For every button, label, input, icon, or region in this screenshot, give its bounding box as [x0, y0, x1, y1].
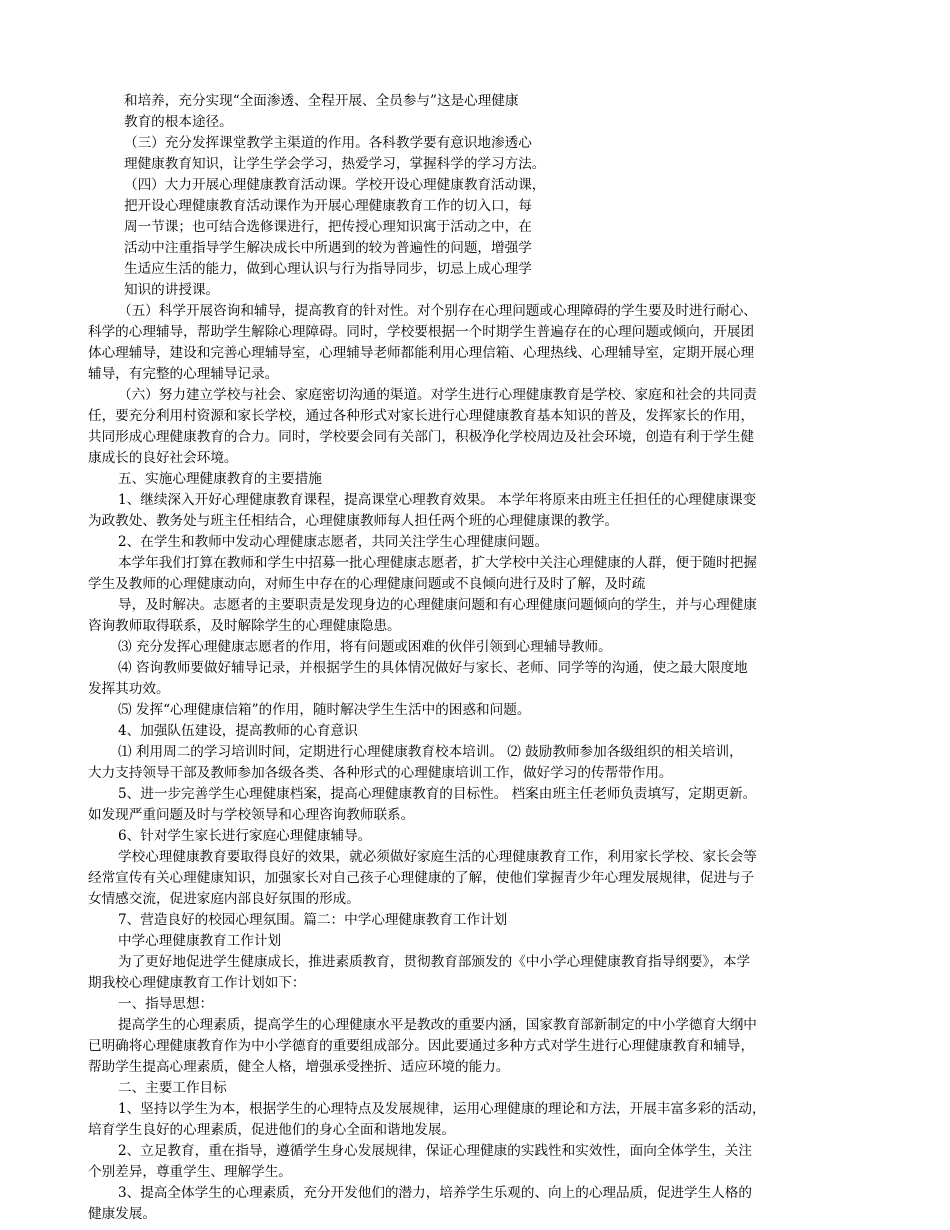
- text-line-2: 教育的根本途径。: [124, 114, 233, 130]
- text-line-35: 如发现严重问题及时与学校领导和心理咨询教师联系。: [88, 807, 415, 823]
- text-line-42: 为了更好地促进学生健康成长，推进素质教育，贯彻教育部颁发的《中小学心理健康教育指导纲要》，本学: [118, 954, 751, 970]
- text-line-37: 学校心理健康教育要取得良好的效果，就必须做好家庭生活的心理健康教育工作，利用家长学校、家长会等: [118, 849, 757, 865]
- document-title: 中学心理健康教育工作计划: [118, 933, 282, 949]
- text-line-43: 期我校心理健康教育工作计划如下：: [88, 975, 306, 991]
- text-line-32: ⑴ 利用周二的学习培训时间，定期进行心理健康教育校本培训。 ⑵ 鼓励教师参加各级组织的相关培训，: [118, 744, 743, 760]
- text-line-51: 2、立足教育，重在指导，遵循学生身心发展规律，保证心理健康的实践性和实效性，面向全体学生，关注: [118, 1143, 752, 1159]
- text-line-8: 活动中注重指导学生解决成长中所遇到的较为普遍性的问题，增强学: [124, 240, 532, 256]
- text-line-5: （四）大力开展心理健康教育活动课。学校开设心理健康教育活动课，: [124, 177, 546, 193]
- text-line-9: 生适应生活的能力，做到心理认识与行为指导同步，切忌上成心理学: [124, 261, 532, 277]
- text-line-45: 提高学生的心理素质，提高学生的心理健康水平是教改的重要内涵，国家教育部新制定的中小学德育大纲中: [118, 1017, 757, 1033]
- text-line-26: 咨询教师取得联系，及时解除学生的心理健康隐患。: [88, 618, 401, 634]
- text-line-14: 辅导，有完整的心理辅导记录。: [88, 366, 279, 382]
- text-line-49: 1、坚持以学生为本，根据学生的心理特点及发展规律，运用心理健康的理论和方法，开展丰富多彩的活动，: [118, 1101, 766, 1117]
- text-line-17: 共同形成心理健康教育的合力。同时，学校要会同有关部门，积极净化学校周边及社会环境，创造有利于学生健: [88, 429, 755, 445]
- text-line-10: 知识的讲授课。: [124, 282, 220, 298]
- text-line-46: 已明确将心理健康教育作为中小学德育的重要组成部分。因此要通过多种方式对学生进行心理健康教育和辅导，: [88, 1038, 755, 1054]
- text-line-38: 经常宣传有关心理健康知识，加强家长对自己孩子心理健康的了解，使他们掌握青少年心理发展规律，促进与子: [88, 870, 755, 886]
- text-line-28: ⑷ 咨询教师要做好辅导记录，并根据学生的具体情况做好与家长、老师、同学等的沟通，使之最大限度地: [118, 660, 748, 676]
- text-line-3: （三）充分发挥课堂教学主渠道的作用。各科教学要有意识地渗透心: [124, 135, 532, 151]
- text-line-25: 导，及时解决。志愿者的主要职责是发现身边的心理健康问题和有心理健康问题倾向的学生，并与心理健康: [118, 597, 757, 613]
- text-line-6: 把开设心理健康教育活动课作为开展心理健康教育工作的切入口，每: [124, 198, 532, 214]
- text-line-11: （五）科学开展咨询和辅导，提高教育的针对性。对个别存在心理问题或心理障碍的学生要及时进行耐心、: [118, 303, 757, 319]
- text-line-36: 6、针对学生家长进行家庭心理健康辅导。: [118, 828, 372, 844]
- text-line-27: ⑶ 充分发挥心理健康志愿者的作用，将有问题或困难的伙伴引领到心理辅导教师。: [118, 639, 612, 655]
- text-line-31: 4、加强队伍建设，提高教师的心育意识: [118, 723, 358, 739]
- text-line-30: ⑸ 发挥“心理健康信箱”的作用，随时解决学生生活中的困惑和问题。: [118, 702, 531, 718]
- text-line-29: 发挥其功效。: [88, 681, 170, 697]
- text-line-54: 健康发展。: [88, 1206, 156, 1222]
- text-line-20: 1、继续深入开好心理健康教育课程，提高课堂心理教育效果。 本学年将原来由班主任担任的心理健康课变: [118, 492, 757, 508]
- text-line-15: （六）努力建立学校与社会、家庭密切沟通的渠道。对学生进行心理健康教育是学校、家庭和社会的共同责: [118, 387, 757, 403]
- text-line-33: 大力支持领导干部及教师参加各级各类、各种形式的心理健康培训工作，做好学习的传帮带作用。: [88, 765, 673, 781]
- section-heading-guiding: 一、指导思想：: [118, 996, 214, 1012]
- text-line-24: 学生及教师的心理健康动向，对师生中存在的心理健康问题或不良倾向进行及时了解，及时疏: [88, 576, 646, 592]
- section-heading-goals: 二、主要工作目标: [118, 1080, 227, 1096]
- text-line-53: 3、提高全体学生的心理素质，充分开发他们的潜力，培养学生乐观的、向上的心理品质，促进学生人格的: [118, 1185, 752, 1201]
- text-line-22: 2、在学生和教师中发动心理健康志愿者，共同关注学生心理健康问题。: [118, 534, 549, 550]
- text-line-40: 7、营造良好的校园心理氛围。篇二：中学心理健康教育工作计划: [118, 912, 508, 928]
- text-line-39: 女情感交流，促进家庭内部良好氛围的形成。: [88, 891, 360, 907]
- text-line-23: 本学年我们打算在教师和学生中招募一批心理健康志愿者，扩大学校中关注心理健康的人群，便于随时把握: [118, 555, 757, 571]
- text-line-52: 个别差异，尊重学生、理解学生。: [88, 1164, 292, 1180]
- text-line-13: 体心理辅导，建设和完善心理辅导室，心理辅导老师都能利用心理信箱、心理热线、心理辅导室，定期开展心理: [88, 345, 755, 361]
- text-line-34: 5、进一步完善学生心理健康档案，提高心理健康教育的目标性。 档案由班主任老师负责填写，定期更新。: [118, 786, 757, 802]
- text-line-1: 和培养，充分实现“全面渗透、全程开展、全员参与”这是心理健康: [124, 93, 519, 109]
- section-heading-5: 五、实施心理健康教育的主要措施: [118, 471, 322, 487]
- text-line-21: 为政教处、教务处与班主任相结合，心理健康教师每人担任两个班的心理健康课的教学。: [88, 513, 619, 529]
- text-line-47: 帮助学生提高心理素质，健全人格，增强承受挫折、适应环境的能力。: [88, 1059, 510, 1075]
- text-line-12: 科学的心理辅导，帮助学生解除心理障碍。同时，学校要根据一个时期学生普遍存在的心理问题或倾向，开展团: [88, 324, 755, 340]
- text-line-7: 周一节课；也可结合选修课进行，把传授心理知识寓于活动之中，在: [124, 219, 532, 235]
- text-line-4: 理健康教育知识，让学生学会学习，热爱学习，掌握科学的学习方法。: [124, 156, 546, 172]
- text-line-50: 培育学生良好的心理素质，促进他们的身心全面和谐地发展。: [88, 1122, 456, 1138]
- text-line-16: 任，要充分利用村资源和家长学校，通过各种形式对家长进行心理健康教育基本知识的普及，发挥家长的作用，: [88, 408, 755, 424]
- text-line-18: 康成长的良好社会环境。: [88, 450, 238, 466]
